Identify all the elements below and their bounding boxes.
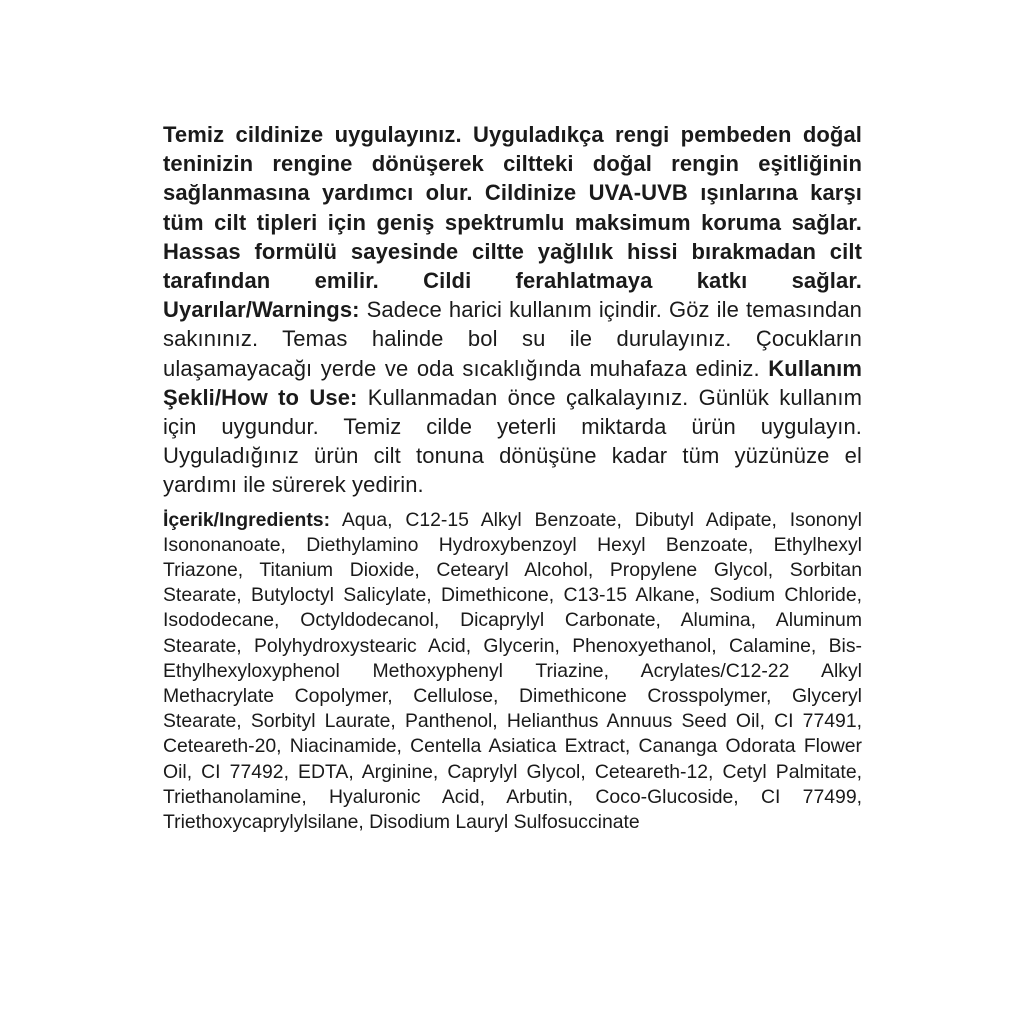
ingredients-heading: İçerik/Ingredients: [163,508,331,531]
usage-heading: Kullanım Şekli/How to Use: [163,355,862,410]
usage-paragraph [163,120,862,500]
ingredients-list: Aqua, C12-15 Alkyl Benzoate, Dibutyl Adipate, Isononyl Isononanoate, Diethylamino Hydroxybenzoyl Hexyl Benzoate, Ethylhexyl Triazone, Titanium Dioxide, Cetearyl Alcohol, Propylene Glycol, Sorbitan Stearate, Butyloctyl Salicylate, Dimethicone, C13-15 Alkane, Sodium Chloride, Isododecane, Octyldodecanol, Dicaprylyl Carbonate, Alumina, Aluminum Stearate, Polyhydroxystearic Acid, Glycerin, Phenoxyethanol, Calamine, Bis-Ethylhexyloxyphenol Methoxyphenyl Triazine, Acrylates/C12-22 Alkyl Methacrylate Copolymer, Cellulose, Dimethicone Crosspolymer, Glyceryl Stearate, Sorbityl Laurate, Panthenol, Helianthus Annuus Seed Oil, CI 77491, Ceteareth-20, Niacinamide, Centella Asiatica Extract, Cananga Odorata Flower Oil, CI 77492, EDTA, Arginine, Caprylyl Glycol, Ceteareth-12, Cetyl Palmitate, Triethanolamine, Hyaluronic Acid, Arbutin, Coco-Glucoside, CI 77499, Triethoxycaprylylsilane, Disodium Lauryl Sulfosuccinate [163,508,862,834]
intro-text: Temiz cildinize uygulayınız. Uyguladıkça rengi pembeden doğal teninizin rengine dönüşerek ciltteki doğal rengin eşitliğinin sağlanmasına yardımcı olur. Cildinize UVA-UVB ışınlarına karşı tüm cilt tipleri için geniş spektrumlu maksimum koruma sağlar. Hassas formülü sayesinde ciltte yağlılık hissi bırakmadan cilt tarafından emilir. Cildi ferahlatmaya katkı sağlar. [163,122,862,294]
warnings-heading: Uyarılar/Warnings: [163,297,360,323]
warnings-text: Sadece harici kullanım içindir. Göz ile temasından sakınınız. Temas halinde bol su ile durulayınız. Çocukların ulaşamayacağı yerde ve oda sıcaklığında muhafaza ediniz. [163,297,862,381]
product-label-text [163,120,862,835]
ingredients-paragraph [163,508,862,836]
usage-text: Kullanmadan önce çalkalayınız. Günlük kullanım için uygundur. Temiz cilde yeterli miktarda ürün uygulayın. Uyguladığınız ürün cilt tonuna dönüşüne kadar tüm yüzünüze el yardımı ile sürerek yedirin. [163,384,863,498]
